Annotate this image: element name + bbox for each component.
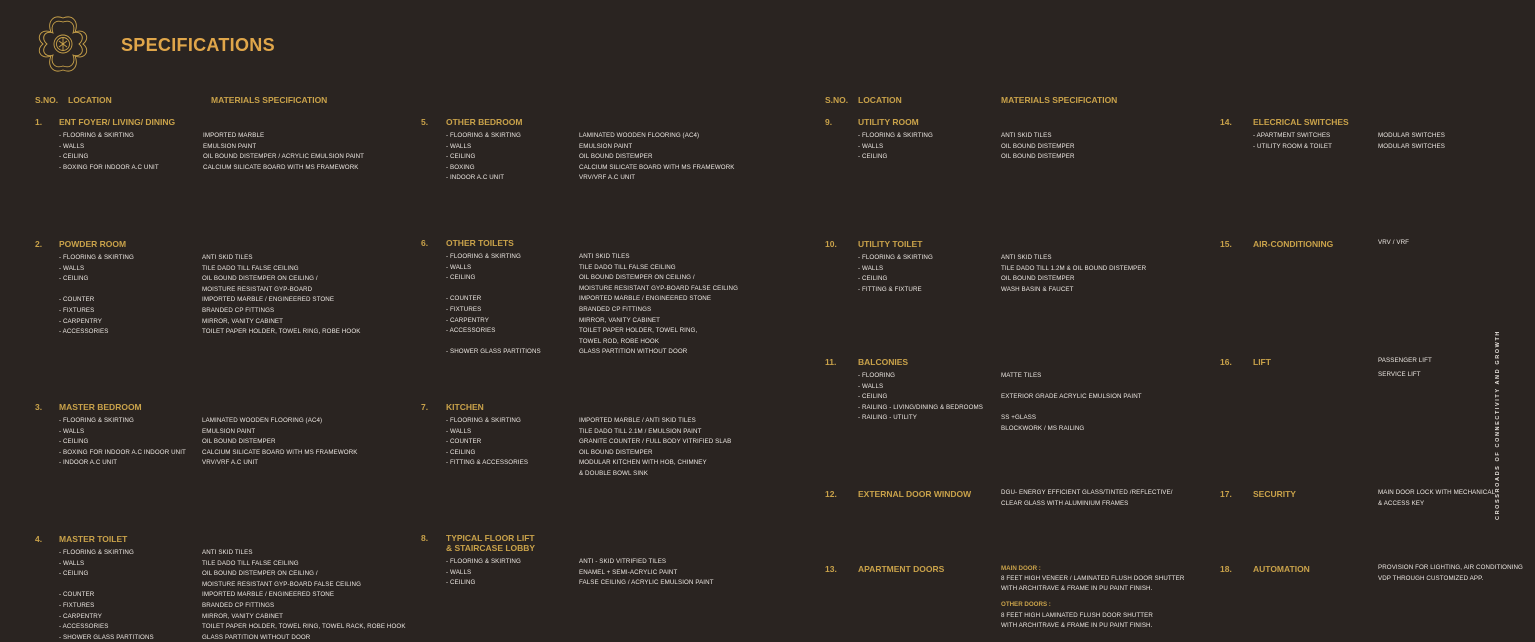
other-doors-label: OTHER DOORS : (1001, 601, 1051, 608)
spec-item-label: - BOXING FOR INDOOR A.C UNIT (59, 163, 159, 171)
spec-item-label: - FLOORING & SKIRTING (446, 417, 521, 424)
spec-value: WASH BASIN & FAUCET (1001, 285, 1074, 293)
spec-value: EXTERIOR GRADE ACRYLIC EMULSION PAINT (1001, 393, 1142, 401)
spec-value: VRV / VRF (1378, 239, 1410, 246)
spec-value: CALCIUM SILICATE BOARD WITH MS FRAMEWORK (202, 448, 358, 456)
spec-value: OIL BOUND DISTEMPER (1001, 275, 1075, 283)
spec-item-label: - CEILING (59, 570, 89, 578)
section-title: BALCONIES (858, 357, 909, 367)
spec-item-label: - WALLS (59, 427, 85, 435)
spec-value: MAIN DOOR LOCK WITH MECHANICAL (1378, 489, 1496, 496)
section-number: 4. (35, 534, 43, 544)
page-title: SPECIFICATIONS (121, 35, 275, 55)
spec-item-label: - CEILING (59, 275, 89, 283)
spec-item-label: - WALLS (858, 142, 884, 150)
spec-item-label: - UTILITY ROOM & TOILET (1253, 142, 1332, 150)
spec-value: TOILET PAPER HOLDER, TOWEL RING, ROBE HOOK (202, 328, 361, 336)
section-number: 6. (421, 238, 429, 248)
spec-value: BRANDED CP FITTINGS (202, 602, 275, 609)
spec-value: TILE DADO TILL FALSE CEILING (202, 264, 299, 272)
header-sno: S.NO. (35, 95, 59, 105)
spec-value: OIL BOUND DISTEMPER (579, 448, 653, 456)
spec-value: MIRROR, VANITY CABINET (202, 612, 284, 620)
spec-value: LAMINATED WOODEN FLOORING (AC4) (202, 417, 323, 424)
spec-item-label: - CEILING (59, 153, 89, 161)
spec-value: EMULSION PAINT (202, 427, 256, 435)
spec-item-label: - ACCESSORIES (59, 328, 109, 336)
section-number: 12. (825, 489, 837, 499)
section-title: EXTERNAL DOOR WINDOW (858, 489, 972, 499)
spec-value: MIRROR, VANITY CABINET (579, 316, 661, 324)
spec-value: IMPORTED MARBLE / ENGINEERED STONE (202, 296, 335, 304)
spec-item-label: - APARTMENT SWITCHES (1253, 132, 1331, 139)
side-tagline: CROSSROADS OF CONNECTIVITY AND GROWTH (1495, 330, 1502, 520)
spec-value: TOWEL ROD, ROBE HOOK (579, 337, 660, 345)
spec-value: ENAMEL + SEMI-ACRYLIC PAINT (579, 568, 678, 576)
spec-item-label: - FITTING & ACCESSORIES (446, 459, 529, 467)
spec-value: 8 FEET HIGH VENEER / LAMINATED FLUSH DOOR SHUTTER (1001, 575, 1185, 582)
spec-item-label: - FLOORING & SKIRTING (59, 417, 134, 424)
spec-value: IMPORTED MARBLE / ANTI SKID TILES (579, 417, 696, 424)
header-location: LOCATION (68, 95, 112, 105)
spec-item-label: - COUNTER (446, 438, 482, 446)
spec-item-label: - COUNTER (59, 296, 95, 304)
spec-value: VRV/VRF A.C UNIT (202, 459, 259, 467)
section-title: ENT FOYER/ LIVING/ DINING (59, 117, 176, 127)
spec-value: ANTI SKID TILES (202, 254, 253, 261)
spec-item-label: - FLOORING & SKIRTING (446, 132, 521, 139)
spec-item-label: - ACCESSORIES (59, 623, 109, 631)
spec-value: VDP THROUGH CUSTOMIZED APP. (1378, 574, 1484, 582)
spec-value: 8 FEET HIGH LAMINATED FLUSH DOOR SHUTTER (1001, 611, 1153, 619)
spec-value: SS +GLASS (1001, 414, 1037, 422)
section-title: OTHER BEDROOM (446, 117, 523, 127)
spec-item-label: - CEILING (858, 275, 888, 283)
spec-value: ANTI SKID TILES (202, 549, 253, 556)
section-number: 15. (1220, 239, 1232, 249)
spec-value: ANTI SKID TILES (1001, 254, 1052, 261)
spec-value: OIL BOUND DISTEMPER (1001, 142, 1075, 150)
spec-value: MATTE TILES (1001, 372, 1042, 379)
section-title: MASTER TOILET (59, 534, 128, 544)
spec-value: MOISTURE RESISTANT GYP-BOARD FALSE CEILING (579, 284, 739, 292)
section-number: 17. (1220, 489, 1232, 499)
header-sno: S.NO. (825, 95, 849, 105)
spec-item-label: - CEILING (446, 153, 476, 161)
spec-value: MIRROR, VANITY CABINET (202, 317, 284, 325)
spec-item-label: - FLOORING & SKIRTING (446, 253, 521, 260)
spec-value: MODULAR SWITCHES (1378, 132, 1445, 139)
spec-value: PROVISION FOR LIGHTING, AIR CONDITIONING (1378, 564, 1523, 571)
spec-value: IMPORTED MARBLE / ENGINEERED STONE (579, 295, 712, 303)
spec-item-label: - CARPENTRY (59, 612, 102, 620)
spec-value: MOISTURE RESISTANT GYP-BOARD (202, 285, 313, 293)
section-title: KITCHEN (446, 402, 484, 412)
spec-item-label: - WALLS (858, 382, 884, 390)
spec-value: SERVICE LIFT (1378, 371, 1421, 378)
spec-value: WITH ARCHITRAVE & FRAME IN PU PAINT FINISH. (1001, 585, 1153, 592)
spec-item-label: - INDOOR A.C UNIT (59, 459, 118, 467)
section-title: POWDER ROOM (59, 239, 127, 249)
header-location: LOCATION (858, 95, 902, 105)
spec-item-label: - FLOORING & SKIRTING (858, 254, 933, 261)
section-number: 16. (1220, 357, 1232, 367)
spec-item-label: - FLOORING & SKIRTING (59, 132, 134, 139)
spec-value: WITH ARCHITRAVE & FRAME IN PU PAINT FINISH. (1001, 621, 1153, 629)
spec-item-label: - COUNTER (446, 295, 482, 303)
spec-value: LAMINATED WOODEN FLOORING (AC4) (579, 132, 700, 139)
spec-item-label: - COUNTER (59, 591, 95, 599)
spec-value: IMPORTED MARBLE (203, 132, 265, 139)
spec-item-label: - CARPENTRY (59, 317, 102, 325)
section-number: 8. (421, 533, 429, 543)
spec-value: & ACCESS KEY (1378, 499, 1425, 507)
section-number: 11. (825, 357, 837, 367)
section-number: 5. (421, 117, 429, 127)
section-title: AIR-CONDITIONING (1253, 239, 1334, 249)
section-number: 13. (825, 564, 837, 574)
spec-value: TILE DADO TILL FALSE CEILING (579, 263, 676, 271)
spec-item-label: - WALLS (446, 427, 472, 435)
section-title: TYPICAL FLOOR LIFT (446, 533, 535, 543)
spec-item-label: - CARPENTRY (446, 316, 489, 324)
spec-item-label: - WALLS (446, 263, 472, 271)
spec-item-label: - FITTING & FIXTURE (858, 285, 922, 293)
header-materials: MATERIALS SPECIFICATION (211, 95, 328, 105)
spec-value: OIL BOUND DISTEMPER (579, 153, 653, 161)
spec-item-label: - FLOORING (858, 372, 896, 379)
spec-value: MOISTURE RESISTANT GYP-BOARD FALSE CEILING (202, 580, 362, 588)
spec-value: DGU- ENERGY EFFICIENT GLASS/TINTED /REFLECTIVE/ (1001, 489, 1173, 496)
spec-item-label: - FLOORING & SKIRTING (59, 549, 134, 556)
main-door-label: MAIN DOOR : (1001, 564, 1041, 572)
section-number: 9. (825, 117, 833, 127)
spec-value: OIL BOUND DISTEMPER ON CEILING / (202, 570, 318, 578)
section-title: AUTOMATION (1253, 564, 1310, 574)
section-number: 1. (35, 117, 43, 127)
spec-item-label: - WALLS (858, 264, 884, 272)
spec-item-label: - CEILING (446, 579, 476, 587)
section-title: MASTER BEDROOM (59, 402, 142, 412)
section-number: 14. (1220, 117, 1232, 127)
spec-item-label: - CEILING (446, 274, 476, 282)
logo-emblem (35, 12, 91, 80)
spec-item-label: - WALLS (59, 264, 85, 272)
spec-value: ANTI SKID TILES (579, 253, 630, 260)
spec-value: IMPORTED MARBLE / ENGINEERED STONE (202, 591, 335, 599)
section-title: UTILITY ROOM (858, 117, 919, 127)
spec-value: & DOUBLE BOWL SINK (579, 470, 648, 477)
spec-item-label: - FLOORING & SKIRTING (858, 132, 933, 139)
spec-item-label: - SHOWER GLASS PARTITIONS (59, 633, 154, 641)
spec-item-label: - FLOORING & SKIRTING (59, 254, 134, 261)
spec-value: VRV/VRF A.C UNIT (579, 174, 636, 182)
spec-item-label: - WALLS (59, 559, 85, 567)
spec-item-label: - FIXTURES (446, 306, 482, 313)
header-materials: MATERIALS SPECIFICATION (1001, 95, 1118, 105)
spec-value: OIL BOUND DISTEMPER (1001, 153, 1075, 161)
spec-value: GRANITE COUNTER / FULL BODY VITRIFIED SLAB (579, 438, 732, 446)
section-title: ELECRICAL SWITCHES (1253, 117, 1349, 127)
spec-value: TILE DADO TILL 1.2M & OIL BOUND DISTEMPER (1001, 264, 1147, 272)
spec-item-label: - RAILING - LIVING/DINING & BEDROOMS (858, 403, 983, 411)
spec-item-label: - FIXTURES (59, 602, 95, 609)
spec-value: TILE DADO TILL 2.1M / EMULSION PAINT (579, 427, 702, 435)
spec-value: ANTI - SKID VITRIFIED TILES (579, 558, 667, 565)
spec-item-label: - CEILING (446, 448, 476, 456)
spec-value: MODULAR KITCHEN WITH HOB, CHIMNEY (579, 459, 707, 467)
spec-item-label: - FLOORING & SKIRTING (446, 558, 521, 565)
section-title: SECURITY (1253, 489, 1296, 499)
spec-value: GLASS PARTITION WITHOUT DOOR (579, 348, 688, 356)
spec-item-label: - RAILING - UTILITY (858, 414, 917, 422)
spec-value: OIL BOUND DISTEMPER ON CEILING / (202, 275, 318, 283)
section-title: LIFT (1253, 357, 1271, 367)
section-number: 7. (421, 402, 429, 412)
section-number: 18. (1220, 564, 1232, 574)
spec-item-label: - BOXING FOR INDOOR A.C INDOOR UNIT (59, 448, 186, 456)
spec-value: FALSE CEILING / ACRYLIC EMULSION PAINT (579, 579, 714, 587)
spec-value: BLOCKWORK / MS RAILING (1001, 425, 1085, 432)
spec-value: BRANDED CP FITTINGS (579, 306, 652, 313)
spec-value: OIL BOUND DISTEMPER ON CEILING / (579, 274, 695, 282)
spec-value: BRANDED CP FITTINGS (202, 307, 275, 314)
spec-value: CALCIUM SILICATE BOARD WITH MS FRAMEWORK (579, 163, 735, 171)
spec-value: GLASS PARTITION WITHOUT DOOR (202, 633, 311, 641)
spec-item-label: - WALLS (59, 142, 85, 150)
spec-item-label: - WALLS (446, 568, 472, 576)
spec-value: OIL BOUND DISTEMPER / ACRYLIC EMULSION PAINT (203, 153, 365, 161)
section-title: & STAIRCASE LOBBY (446, 543, 536, 553)
section-title: OTHER TOILETS (446, 238, 514, 248)
section-title: APARTMENT DOORS (858, 564, 945, 574)
spec-value: TOILET PAPER HOLDER, TOWEL RING, TOWEL RACK, ROBE HOOK (202, 623, 406, 631)
spec-value: CLEAR GLASS WITH ALUMINIUM FRAMES (1001, 499, 1129, 507)
spec-item-label: - BOXING (446, 163, 475, 171)
spec-value: CALCIUM SILICATE BOARD WITH MS FRAMEWORK (203, 163, 359, 171)
spec-value: OIL BOUND DISTEMPER (202, 438, 276, 446)
spec-value: MODULAR SWITCHES (1378, 142, 1445, 150)
spec-item-label: - SHOWER GLASS PARTITIONS (446, 348, 541, 356)
spec-value: TILE DADO TILL FALSE CEILING (202, 559, 299, 567)
spec-item-label: - FIXTURES (59, 307, 95, 314)
section-number: 2. (35, 239, 43, 249)
section-title: UTILITY TOILET (858, 239, 923, 249)
section-number: 10. (825, 239, 837, 249)
spec-item-label: - ACCESSORIES (446, 327, 496, 335)
spec-item-label: - CEILING (858, 393, 888, 401)
section-number: 3. (35, 402, 43, 412)
spec-item-label: - CEILING (59, 438, 89, 446)
spec-value: EMULSION PAINT (579, 142, 633, 150)
spec-item-label: - INDOOR A.C UNIT (446, 174, 505, 182)
spec-item-label: - CEILING (858, 153, 888, 161)
spec-value: ANTI SKID TILES (1001, 132, 1052, 139)
spec-value: TOILET PAPER HOLDER, TOWEL RING, (579, 327, 698, 335)
spec-item-label: - WALLS (446, 142, 472, 150)
spec-value: EMULSION PAINT (203, 142, 257, 150)
spec-value: PASSENGER LIFT (1378, 357, 1432, 364)
